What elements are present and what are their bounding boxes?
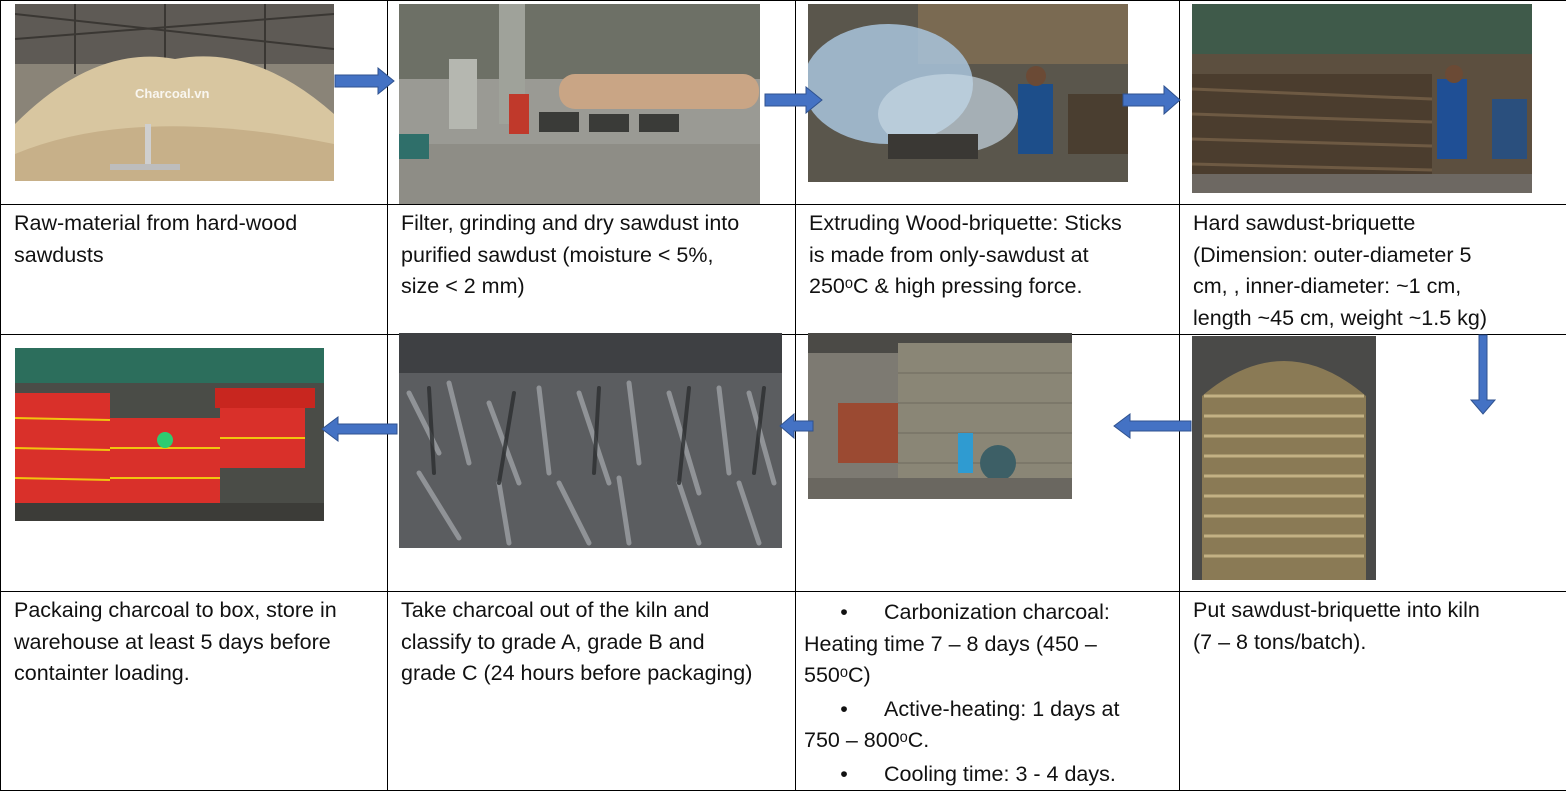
bullet-rest: Heating time 7 – 8 days (450 – 550ᵒC)	[804, 629, 1173, 692]
arrow-left-icon	[778, 413, 814, 439]
bullet-dot: •	[804, 759, 884, 791]
arrow-down-icon	[1469, 334, 1497, 416]
bullet-item	[804, 759, 1173, 791]
step8-caption-cell	[1, 592, 388, 791]
bullet-rest: 750 – 800ᵒC.	[804, 725, 1173, 757]
arrow-left-icon	[1112, 413, 1192, 439]
step5-caption: Put sawdust-briquette into kiln (7 – 8 tons/batch).	[1180, 592, 1566, 658]
kiln-building-photo	[808, 333, 1072, 499]
step6-caption-cell	[796, 592, 1180, 791]
bullet-lead: Carbonization charcoal:	[884, 600, 1110, 624]
arrow-left-icon	[320, 416, 398, 442]
step4-caption: Hard sawdust-briquette (Dimension: outer-diameter 5 cm, , inner-diameter: ~1 cm, length ~45 cm, weight ~1.5 kg)	[1180, 205, 1566, 334]
step2-caption-cell	[388, 205, 796, 335]
extruder-smoke-photo	[808, 4, 1128, 182]
factory-dryer-photo	[399, 4, 760, 204]
briquette-stack-photo	[1192, 4, 1532, 193]
step6-bullets	[796, 592, 1179, 790]
bullet-dot: •	[804, 597, 884, 629]
step4-caption-cell	[1180, 205, 1566, 335]
bullet-lead: Cooling time: 3 - 4 days.	[884, 762, 1116, 786]
step5-caption-cell	[1180, 592, 1566, 791]
sawdust-pile-photo	[15, 4, 334, 181]
step1-caption-cell	[1, 205, 388, 335]
charcoal-vn-watermark: Charcoal.vn	[135, 86, 209, 101]
bullet-item	[804, 597, 1173, 692]
arrow-right-icon	[1122, 85, 1182, 115]
arrow-right-icon	[334, 67, 396, 95]
step8-caption: Packaing charcoal to box, store in warehouse at least 5 days before containter loading.	[1, 592, 387, 690]
bullet-dot: •	[804, 694, 884, 726]
step7-caption: Take charcoal out of the kiln and classify to grade A, grade B and grade C (24 hours before packaging)	[388, 592, 795, 690]
step3-caption-cell	[796, 205, 1180, 335]
charcoal-sticks-photo	[399, 333, 782, 548]
step2-caption: Filter, grinding and dry sawdust into purified sawdust (moisture < 5%, size < 2 mm)	[388, 205, 795, 303]
packaged-boxes-photo	[15, 348, 324, 521]
bullet-lead: Active-heating: 1 days at	[884, 697, 1119, 721]
step1-caption: Raw-material from hard-wood sawdusts	[1, 205, 387, 271]
step3-caption: Extruding Wood-briquette: Sticks is made from only-sawdust at 250ᵒC & high pressing force.	[796, 205, 1179, 303]
bullet-item	[804, 694, 1173, 757]
kiln-interior-photo	[1192, 336, 1376, 580]
step7-caption-cell	[388, 592, 796, 791]
arrow-right-icon	[764, 86, 824, 114]
